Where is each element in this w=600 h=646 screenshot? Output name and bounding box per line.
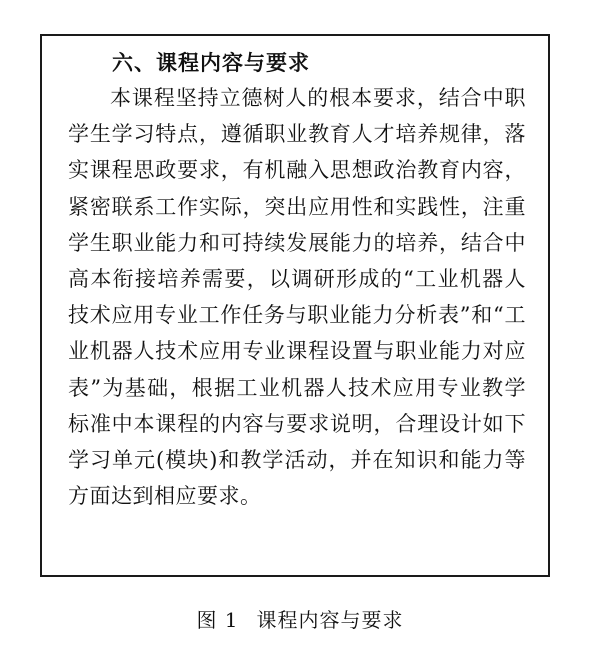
content-frame bbox=[40, 34, 550, 577]
figure-number: 图 1 bbox=[196, 608, 239, 632]
section-paragraph: 本课程坚持立德树人的根本要求，结合中职学生学习特点，遵循职业教育人才培养规律，落实课程思政要求，有机融入思想政治教育内容，紧密联系工作实际，突出应用性和实践性，注重学生职业能力和可持续发展能力的培养，结合中高本衔接培养需要，以调研形成的“工业机器人技术应用专业工作任务与职业能力分析表”和“工业机器人技术应用专业课程设置与职业能力对应表”为基础，根据工业机器人技术应用专业教学标准中本课程的内容与要求说明，合理设计如下学习单元(模块)和教学活动，并在知识和能力等方面达到相应要求。 bbox=[68, 86, 526, 509]
figure-caption bbox=[0, 606, 600, 634]
section-heading: 六、课程内容与要求 bbox=[112, 51, 310, 75]
figure-title: 课程内容与要求 bbox=[256, 608, 404, 632]
